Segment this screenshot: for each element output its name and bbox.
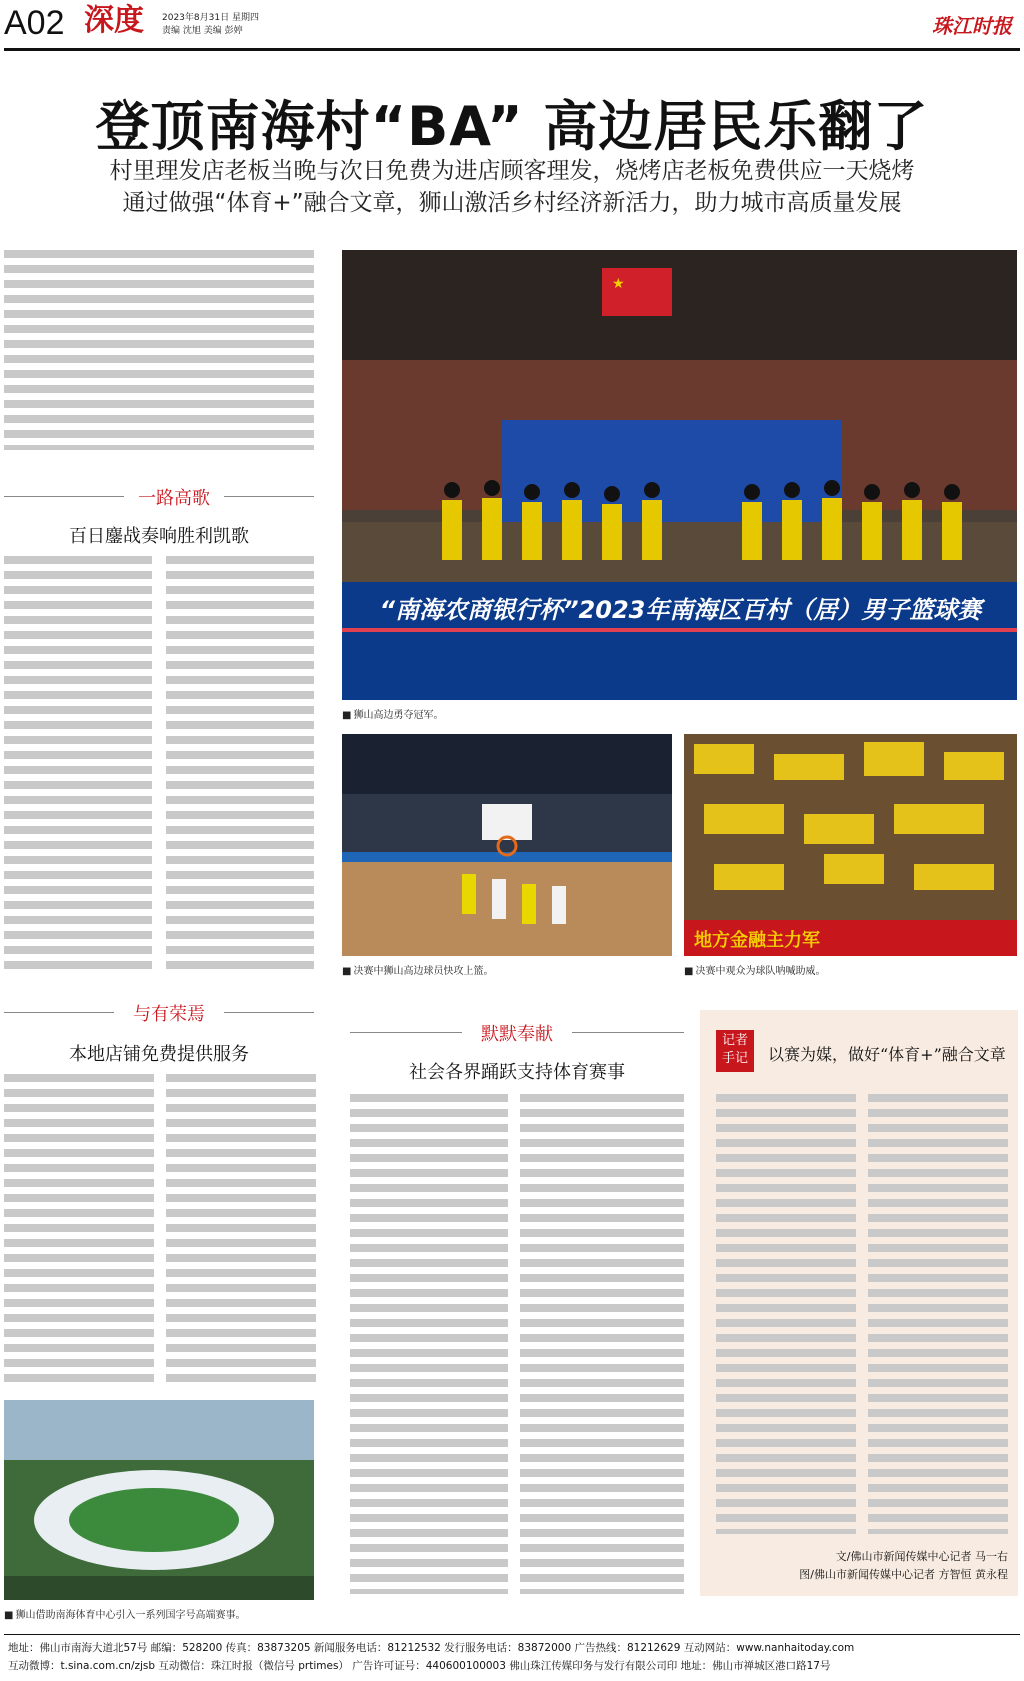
newspaper-logo: 珠江时报: [932, 14, 1012, 38]
header-rule: [4, 48, 1020, 51]
layup-photo-illustration: [342, 734, 672, 956]
section-2-body-col-1: [4, 1074, 154, 1384]
champion-team-photo: [342, 250, 1017, 700]
reporter-notes-body-col-1: [716, 1094, 856, 1534]
stadium-photo-caption: ■ 狮山借助南海体育中心引入一系列国字号高端赛事。: [4, 1606, 314, 1621]
byline-photo: 图/佛山市新闻传媒中心记者 方智恒 黄永程: [799, 1568, 1008, 1581]
intro-text-block: [4, 250, 314, 450]
footer-rule: [4, 1634, 1020, 1635]
section-1-title: 百日鏖战奏响胜利凯歌: [69, 526, 249, 547]
editors-line: 责编 沈旭 美编 彭婷: [162, 26, 243, 36]
footer-line-2: 互动微博：t.sina.com.cn/zjsb 互动微信：珠江时报（微信号 prtimes） 广告许可证号：440600100003 佛山珠江传媒印务与发行有限公司印 地址：佛山市禅城区港口路17号: [8, 1660, 831, 1672]
section-2-title: 本地店铺免费提供服务: [69, 1044, 249, 1065]
stadium-photo-illustration: [4, 1400, 314, 1600]
section-3-body-col-1: [350, 1094, 508, 1594]
issue-date-block: [162, 12, 259, 38]
banner-text: “南海农商银行杯”2023年南海区百村（居）男子篮球赛: [379, 596, 982, 624]
main-photo-caption: ■ 狮山高边勇夺冠军。: [342, 706, 1017, 721]
section-3-body-col-2: [520, 1094, 684, 1594]
issue-date: 2023年8月31日 星期四: [162, 13, 259, 23]
section-1-kicker: 一路高歌: [124, 484, 224, 510]
page-number: A02: [4, 4, 65, 42]
section-3-title: 社会各界踊跃支持体育赛事: [409, 1062, 625, 1083]
champion-photo-illustration: [342, 250, 1017, 700]
fans-photo: [684, 734, 1017, 956]
footer-line-1: 地址：佛山市南海大道北57号 邮编：528200 传真：83873205 新闻服务电话：81212532 发行服务电话：83872000 广告热线：81212629 互动网站：www.nanhaitoday.com: [8, 1642, 855, 1654]
layup-photo: [342, 734, 672, 956]
subheadline-2: 通过做强“体育+”融合文章，狮山激活乡村经济新活力，助力城市高质量发展: [122, 190, 902, 216]
svg-text:地方金融主力军: 地方金融主力军: [694, 930, 820, 951]
fans-photo-caption: ■ 决赛中观众为球队呐喊助威。: [684, 962, 1017, 977]
section-2-kicker: 与有荣焉: [114, 1000, 224, 1026]
main-headline: 登顶南海村“BA” 高边居民乐翻了: [95, 95, 929, 158]
section-3-kicker: 默默奉献: [462, 1020, 572, 1046]
reporter-notes-body-col-2: [868, 1094, 1008, 1534]
section-1-body-col-2: [166, 556, 314, 976]
reporter-notes-tag: 记者手记: [716, 1030, 754, 1072]
reporter-notes-title: 以赛为媒，做好“体育+”融合文章: [768, 1045, 1006, 1064]
fans-photo-illustration: [684, 734, 1017, 956]
section-1-body-col-1: [4, 556, 152, 976]
section-name: 深度: [84, 3, 144, 38]
svg-text:★: ★: [612, 276, 625, 292]
byline-text: 文/佛山市新闻传媒中心记者 马一右: [835, 1550, 1008, 1563]
layup-photo-caption: ■ 决赛中狮山高边球员快攻上篮。: [342, 962, 672, 977]
section-2-body-col-2: [166, 1074, 316, 1384]
stadium-photo: [4, 1400, 314, 1600]
subheadline-1: 村里理发店老板当晚与次日免费为进店顾客理发，烧烤店老板免费供应一天烧烤: [109, 158, 915, 184]
